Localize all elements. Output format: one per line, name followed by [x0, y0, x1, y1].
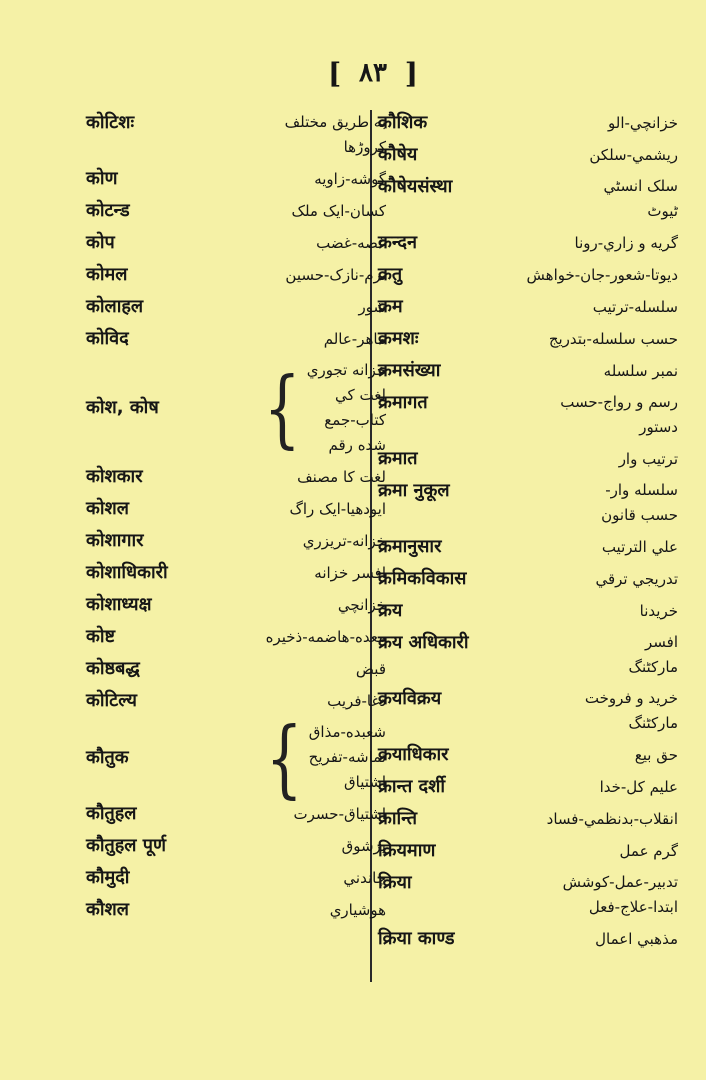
gloss: نمبر سلسله	[603, 362, 678, 380]
gloss: پرشوق	[341, 837, 386, 855]
headword: कोप	[86, 232, 115, 253]
headword: क्रय अधिकारी	[378, 632, 469, 653]
curly-brace-icon: {	[263, 358, 301, 458]
dictionary-entry	[378, 358, 678, 384]
headword: क्रयाधिकार	[378, 744, 449, 765]
dictionary-entry	[86, 464, 386, 490]
gloss-line: شده رقم	[328, 436, 386, 454]
dictionary-entry	[86, 801, 386, 827]
gloss: گرم عمل	[619, 842, 678, 860]
dictionary-entry	[86, 230, 386, 256]
gloss-line: ٹيوٹ	[647, 202, 678, 220]
gloss: ماهر-عالم	[323, 330, 386, 348]
headword: कौतुहल पूर्ण	[86, 835, 167, 856]
dictionary-entry	[378, 230, 678, 256]
headword: क्रमात	[378, 448, 418, 469]
gloss-line: افسر	[645, 633, 678, 651]
dictionary-entry	[86, 110, 386, 160]
gloss: عليم كل-خدا	[599, 778, 678, 796]
dictionary-entry	[86, 833, 386, 859]
left-column	[86, 110, 386, 929]
gloss: لغت كا مصنف	[297, 468, 386, 486]
dictionary-entry	[86, 528, 386, 554]
headword: कौमुदी	[86, 867, 130, 888]
headword: क्रयविक्रय	[378, 688, 442, 709]
gloss-line: دستور	[639, 418, 678, 436]
headword: क्रम	[378, 296, 403, 317]
gloss: ترتيب وار	[618, 450, 678, 468]
headword: क्रमानुसार	[378, 536, 442, 557]
gloss: غصه-غضب	[316, 234, 386, 252]
headword: क्रमा नुकूल	[378, 480, 450, 501]
gloss: شور	[358, 298, 386, 316]
gloss-line: لغت كي	[335, 386, 386, 404]
headword: कौशल	[86, 899, 129, 920]
gloss: معده-هاضمه-ذخيره	[265, 628, 386, 646]
gloss-lines	[629, 630, 678, 680]
gloss: انقلاب-بدنظمي-فساد	[546, 810, 678, 828]
headword: कोश, कोष	[86, 397, 159, 418]
dictionary-entry	[378, 174, 678, 224]
headword: क्रन्दन	[378, 232, 417, 253]
headword: कोशाधिकारी	[86, 562, 168, 583]
gloss: حق بيع	[634, 746, 678, 764]
gloss: ديوتا-شعور-جان-خواهش	[526, 266, 678, 284]
dictionary-entry	[86, 708, 386, 807]
dictionary-entry	[86, 897, 386, 923]
dictionary-entry	[86, 294, 386, 320]
headword: कोमल	[86, 264, 128, 285]
dictionary-entry	[86, 865, 386, 891]
gloss: سلسله-ترتيب	[592, 298, 678, 316]
dictionary-entry	[378, 294, 678, 320]
gloss-lines	[604, 174, 678, 224]
gloss-lines	[285, 110, 386, 160]
headword: कोशाध्यक्ष	[86, 594, 152, 615]
dictionary-entry	[378, 534, 678, 560]
headword: कोटन्ड	[86, 200, 130, 221]
dictionary-entry	[378, 142, 678, 168]
right-column	[378, 110, 678, 958]
gloss-line: كتاب-جمع	[324, 411, 386, 429]
gloss-line: تماشه-تفريح	[308, 748, 386, 766]
headword: क्रमिकविकास	[378, 568, 467, 589]
braced-gloss	[260, 358, 386, 458]
gloss: خزانچي	[337, 596, 386, 614]
headword: क्रिया	[378, 872, 412, 893]
dictionary-entry	[86, 656, 386, 682]
gloss-line: به طريق مختلف	[284, 113, 386, 131]
dictionary-entry	[378, 478, 678, 528]
gloss: خزانچي-الو	[608, 114, 678, 132]
gloss-lines	[560, 390, 678, 440]
headword: क्रमागत	[378, 392, 428, 413]
headword: कोलाहल	[86, 296, 144, 317]
headword: क्रय	[378, 600, 403, 621]
gloss: هوشياري	[329, 901, 386, 919]
dictionary-entry	[378, 110, 678, 136]
gloss-line: شعبده-مذاق	[308, 723, 386, 741]
dictionary-entry	[378, 390, 678, 440]
gloss: ريشمي-سلكن	[589, 146, 678, 164]
dictionary-entry	[86, 496, 386, 522]
dictionary-entry	[378, 262, 678, 288]
headword: कौतुहल	[86, 803, 137, 824]
dictionary-entry	[378, 598, 678, 624]
headword: क्रिया काण्ड	[378, 928, 455, 949]
headword: कोशकार	[86, 466, 143, 487]
dictionary-entry	[378, 686, 678, 736]
headword: कौतुक	[86, 746, 129, 768]
gloss: حسب سلسله-بتدريج	[548, 330, 678, 348]
dictionary-entry	[378, 446, 678, 472]
page-number-text: ٨٣	[359, 58, 387, 88]
headword: कोण	[86, 168, 118, 189]
gloss: علي الترتيب	[601, 538, 678, 556]
gloss-line: اشتياق	[344, 773, 386, 791]
headword: कोशागार	[86, 530, 144, 551]
dictionary-entry	[86, 688, 386, 714]
gloss: قبض	[355, 660, 386, 678]
dictionary-entry	[378, 870, 678, 920]
gloss: نرم-نازک-حسين	[285, 266, 386, 284]
gloss: ايودهيا-ايک راگ	[289, 500, 386, 518]
braced-gloss	[262, 708, 386, 807]
dictionary-entry	[378, 742, 678, 768]
gloss: خزانه-تريزري	[302, 532, 386, 550]
gloss-line: ابتدا-علاج-فعل	[588, 898, 678, 916]
dictionary-entry	[378, 630, 678, 680]
dictionary-entry	[378, 774, 678, 800]
headword: क्रान्त दर्शी	[378, 776, 446, 797]
dictionary-entry	[378, 926, 678, 952]
headword: कोटिल्य	[86, 690, 137, 711]
gloss-line: ماركٹنگ	[628, 658, 678, 676]
gloss-line: سلک انسٹي	[603, 177, 678, 195]
gloss-line: كروڑها	[343, 138, 386, 156]
dictionary-entry	[86, 198, 386, 224]
headword: कोष्ठबद्ध	[86, 658, 140, 679]
headword: कौशिक	[378, 112, 428, 133]
dictionary-entry	[378, 326, 678, 352]
gloss-lines	[307, 358, 386, 458]
headword: क्रमशः	[378, 328, 419, 349]
gloss-line: سلسله وار-	[605, 481, 678, 499]
dictionary-entry	[86, 262, 386, 288]
dictionary-entry	[86, 166, 386, 192]
headword: कौषेयसंस्था	[378, 176, 453, 197]
bracket-open: [	[328, 56, 342, 90]
gloss: خريدنا	[639, 602, 678, 620]
gloss: تدريجي ترقي	[595, 570, 678, 588]
headword: कोविद	[86, 328, 129, 349]
gloss: گريه و زاري-رونا	[574, 234, 678, 252]
gloss: افسر خزانه	[314, 564, 386, 582]
dictionary-entry	[378, 806, 678, 832]
gloss-lines	[563, 870, 678, 920]
gloss: گوشه-زاويه	[314, 170, 386, 188]
gloss: كسان-ايک ملک	[291, 202, 386, 220]
gloss-line: خريد و فروخت	[584, 689, 678, 707]
gloss-line: حسب قانون	[601, 506, 678, 524]
gloss: دغا-فريب	[327, 692, 386, 710]
gloss-lines	[309, 720, 386, 795]
headword: क्रतु	[378, 264, 403, 285]
gloss-line: ماركٹنگ	[628, 714, 678, 732]
headword: कौषेय	[378, 144, 418, 165]
headword: कोष्ट	[86, 626, 115, 647]
headword: कोटिशः	[86, 112, 135, 133]
dictionary-entry	[86, 326, 386, 352]
dictionary-entry	[378, 566, 678, 592]
curly-brace-icon: {	[265, 708, 303, 807]
bracket-close: ]	[404, 56, 418, 90]
headword: क्रान्ति	[378, 808, 417, 829]
gloss-lines	[585, 686, 678, 736]
headword: क्रियमाण	[378, 840, 436, 861]
page-number	[328, 56, 418, 90]
dictionary-entry	[378, 838, 678, 864]
gloss-line: رسم و رواج-حسب	[560, 393, 678, 411]
gloss: اشتياق-حسرت	[293, 805, 386, 823]
headword: कोशल	[86, 498, 129, 519]
gloss-lines	[601, 478, 678, 528]
gloss: مذهبي اعمال	[595, 930, 678, 948]
headword: क्रमसंख्या	[378, 360, 441, 381]
dictionary-entry	[86, 358, 386, 458]
gloss-line: خزانه تجوري	[306, 361, 386, 379]
dictionary-entry	[86, 592, 386, 618]
gloss-line: تدبير-عمل-كوشش	[562, 873, 678, 891]
dictionary-entry	[86, 624, 386, 650]
dictionary-entry	[86, 560, 386, 586]
gloss: چاندني	[343, 869, 386, 887]
